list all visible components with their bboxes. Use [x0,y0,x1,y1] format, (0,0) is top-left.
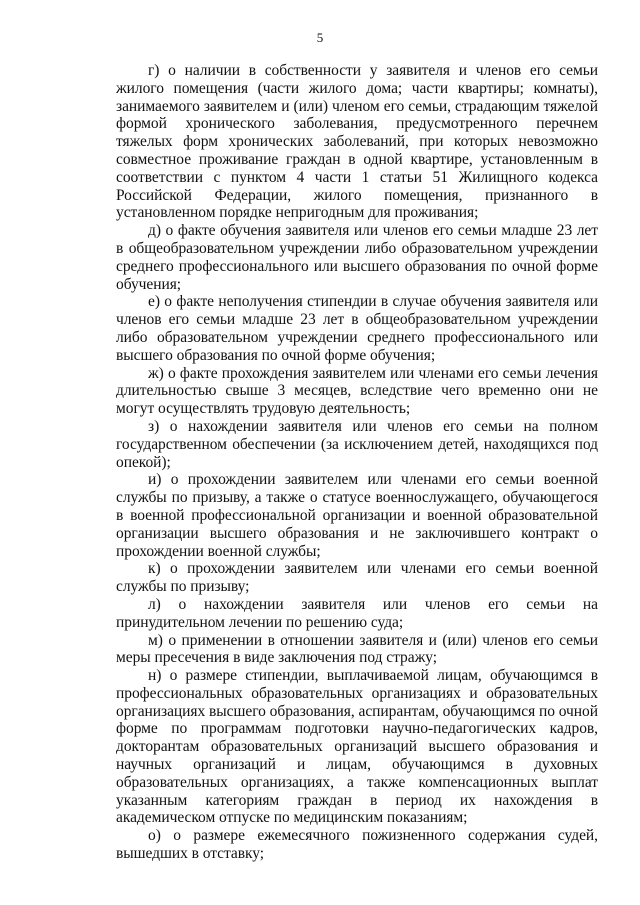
paragraph-zh: ж) о факте прохождения заявителем или членами его семьи лечения длительностью свыше 3 месяцев, вследствие чего временно они не могут осуществлять трудовую деятельность; [116,364,598,418]
paragraph-o: о) о размере ежемесячного пожизненного содержания судей, вышедших в отставку; [116,827,598,863]
paragraph-k: к) о прохождении заявителем или членами его семьи военной службы по призыву; [116,560,598,596]
paragraph-i: и) о прохождении заявителем или членами его семьи военной службы по призыву, а также о статусе военнослужащего, обучающегося в военной профессиональной организации и военной образовательной организации высшего образования и не заключившего контракт о прохождении военной службы; [116,471,598,560]
paragraph-m: м) о применении в отношении заявителя и (или) членов его семьи меры пресечения в виде заключения под стражу; [116,631,598,667]
paragraph-e: е) о факте неполучения стипендии в случае обучения заявителя или членов его семьи младше 23 лет в общеобразовательном учреждении либо образовательном учреждении среднего профессионального или высшего образования по очной форме обучения; [116,293,598,364]
paragraph-g: г) о наличии в собственности у заявителя и членов его семьи жилого помещения (части жилого дома; части квартиры; комнаты), занимаемого заявителем и (или) членом его семьи, страдающим тяжелой формой хронического заболевания, предусмотренного перечнем тяжелых форм хронических заболеваний, при которых невозможно совместное проживание граждан в одной квартире, установленным в соответствии с пунктом 4 части 1 статьи 51 Жилищного кодекса Российской Федерации, жилого помещения, признанного в установленном порядке непригодным для проживания; [116,62,598,222]
paragraph-n: н) о размере стипендии, выплачиваемой лицам, обучающимся в профессиональных образовательных организациях и образовательных организациях высшего образования, аспирантам, обучающимся по очной форме по программам подготовки научно-педагогических кадров, докторантам образовательных организаций высшего образования и научных организаций и лицам, обучающимся в духовных образовательных организациях, а также компенсационных выплат указанным категориям граждан в период их нахождения в академическом отпуске по медицинским показаниям; [116,667,598,827]
paragraph-d: д) о факте обучения заявителя или членов его семьи младше 23 лет в общеобразовательном учреждении либо образовательном учреждении среднего профессионального или высшего образования по очной форме обучения; [116,222,598,293]
paragraph-z: з) о нахождении заявителя или членов его семьи на полном государственном обеспечении (за исключением детей, находящихся под опекой); [116,417,598,471]
paragraph-l: л) о нахождении заявителя или членов его семьи на принудительном лечении по решению суда; [116,595,598,631]
page-number: 5 [316,30,324,45]
document-body [116,62,598,863]
